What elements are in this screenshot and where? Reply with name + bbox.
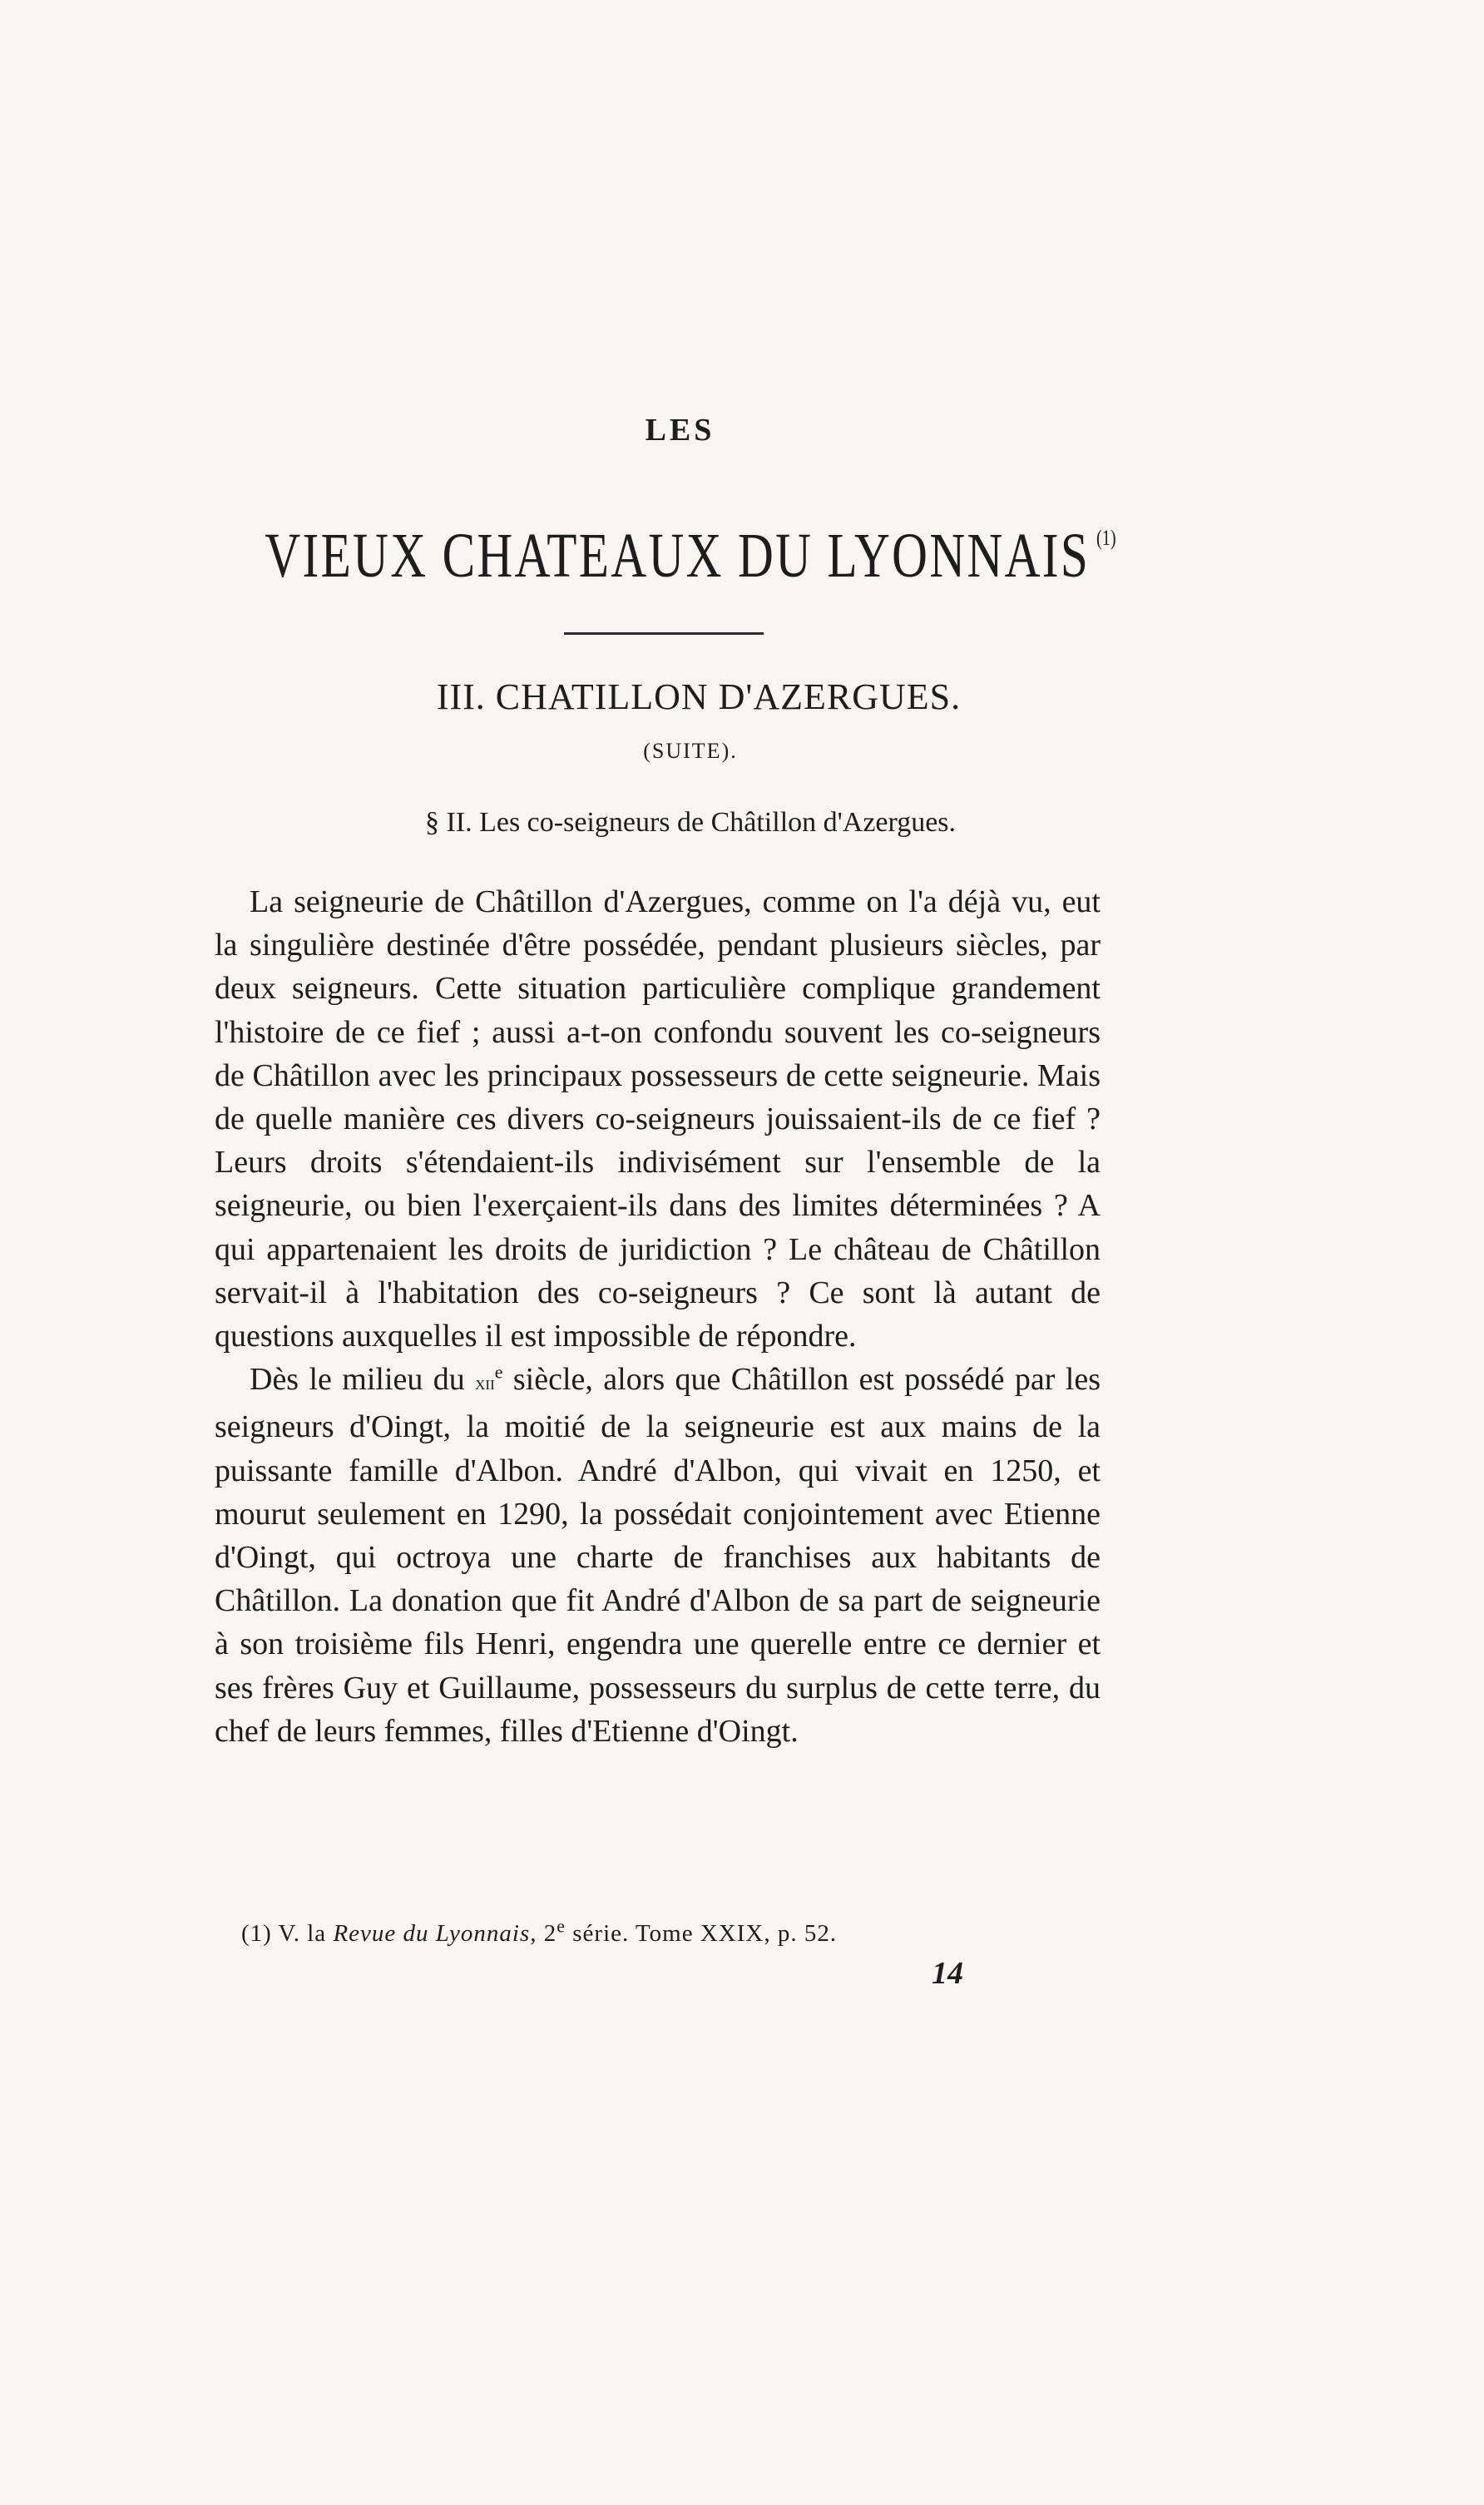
century-suffix: e xyxy=(494,1361,503,1383)
footnote-rest: série. Tome XXIX, p. 52. xyxy=(566,1920,838,1947)
paragraph-2-rest: siècle, alors que Châtillon est possédé par les seigneurs d'Oingt, la moitié de la seigneurie est aux mains de la puissante famille d'Albon. André d'Albon, qui vivait en 1250, et mourut seulement en 1290, la possédait conjointement avec Etienne d'Oingt, qui octroya une charte de franchises aux habitants de Châtillon. La donation que fit André d'Albon de sa part de seigneurie à son troisième fils Henri, engendra une querelle entre ce dernier et ses frères Guy et Guillaume, possesseurs du surplus de cette terre, du chef de leurs femmes, filles d'Etienne d'Oingt. xyxy=(215,1362,1101,1749)
page-number: 14 xyxy=(932,1956,963,1991)
page-title xyxy=(152,520,1229,592)
footnote-marker: (1) V. la xyxy=(241,1920,327,1947)
paragraph-1: La seigneurie de Châtillon d'Azergues, comme on l'a déjà vu, eut la singulière destinée d'être possédée, pendant plusieurs siècles, par deux seigneurs. Cette situation particulière complique grandement l'histoire de ce fief ; aussi a-t-on confondu souvent les co-seigneurs de Châtillon avec les principaux possesseurs de cette seigneurie. Mais de quelle manière ces divers co-seigneurs jouissaient-ils de ce fief ? Leurs droits s'étendaient-ils indivisément sur l'ensemble de la seigneurie, ou bien l'exerçaient-ils dans des limites déterminées ? A qui appartenaient les droits de juridiction ? Le château de Châtillon servait-il à l'habitation des co-seigneurs ? Ce sont là autant de questions auxquelles il est impossible de répondre. xyxy=(215,884,1101,1354)
continuation-label: (SUITE). xyxy=(643,739,738,763)
body-text xyxy=(215,880,1101,1753)
footnote xyxy=(241,1915,1073,1948)
footnote-journal: Revue du Lyonnais xyxy=(333,1920,531,1947)
title-footnote-ref: (1) xyxy=(1096,526,1116,550)
section-heading: § II. Les co-seigneurs de Châtillon d'Azergues. xyxy=(424,807,957,838)
chapter-heading: III. CHATILLON D'AZERGUES. xyxy=(436,676,962,717)
footnote-series-suffix: e xyxy=(556,1915,566,1937)
title-divider xyxy=(564,632,764,635)
century-numeral: xii xyxy=(475,1373,495,1395)
series-label: LES xyxy=(645,413,715,448)
title-text: VIEUX CHATEAUX DU LYONNAIS xyxy=(265,521,1091,591)
footnote-series: , 2 xyxy=(530,1920,557,1947)
paragraph-2-start: Dès le milieu du xyxy=(250,1362,476,1398)
paragraph-2 xyxy=(215,1358,1101,1753)
